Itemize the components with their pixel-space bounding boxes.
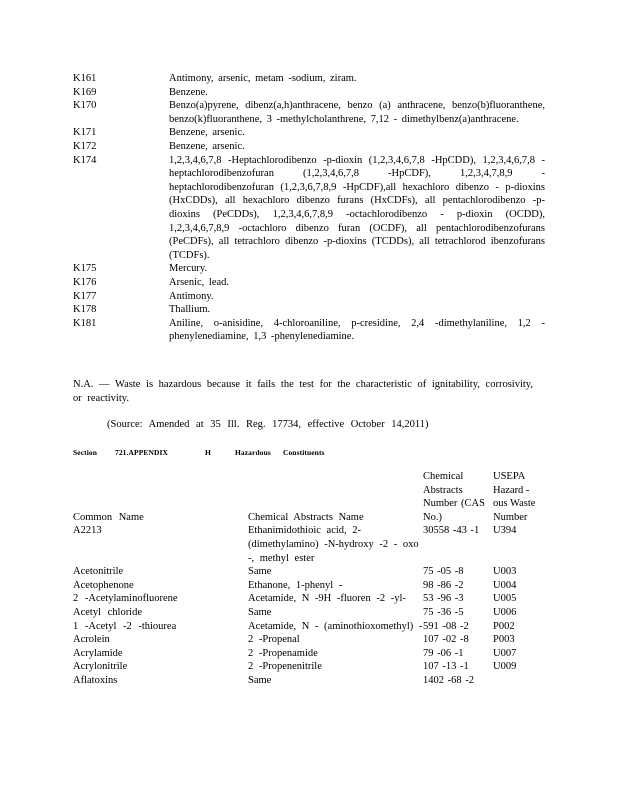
cas-number: 30558 -43 -1: [423, 525, 480, 537]
table-header: [73, 470, 545, 524]
cas-number: 107 -02 -8: [423, 634, 469, 646]
header-usepa-number: USEPA Hazard - ous Waste Number: [493, 471, 536, 523]
cas-number: 53 -96 -3: [423, 593, 464, 605]
chemical-name: Acetamide, N -9H -fluoren -2 -yl-: [248, 593, 406, 605]
waste-code-row: [73, 317, 545, 344]
waste-code: K181: [73, 317, 97, 329]
waste-code-row: [73, 72, 545, 86]
waste-code: K161: [73, 73, 97, 84]
table-row: [73, 592, 545, 606]
common-name: 1 -Acetyl -2 -thiourea: [73, 620, 177, 632]
usepa-number: P002: [493, 620, 515, 632]
waste-code: K172: [73, 140, 97, 152]
table-row: [73, 633, 545, 647]
usepa-number: U004: [493, 579, 517, 591]
cas-number: 75 -36 -5: [423, 606, 464, 618]
header-chemical-name: Chemical Abstracts Name: [248, 511, 364, 523]
waste-code: K178: [73, 304, 97, 316]
header-common-name: Common Name: [73, 511, 144, 523]
waste-code: K174: [73, 154, 97, 166]
waste-constituents: Benzene, arsenic.: [169, 127, 245, 139]
chemical-name: Same: [248, 606, 272, 618]
chemical-name: Acetamide, N - (aminothioxomethyl) -: [248, 620, 423, 632]
table-row: [73, 565, 545, 579]
waste-code: K169: [73, 86, 97, 98]
cas-number: 98 -86 -2: [423, 579, 464, 591]
cas-number: 79 -06 -1: [423, 647, 464, 659]
section-heading: [73, 446, 325, 460]
source-note: (Source: Amended at 35 Ill. Reg. 17734, effective October 14,2011): [107, 419, 429, 430]
constituents-table: [73, 470, 545, 688]
usepa-number: P003: [493, 634, 515, 646]
waste-constituents: 1,2,3,4,6,7,8 -Heptachlorodibenzo -p-dioxin (1,2,3,4,6,7,8 -HpCDD), 1,2,3,4,6,7,8 -heptachlorodibenzofuran (1,2,3,4,6,7,8 -HpCDF), 1,2,3,4,7,8,9 - heptachlorodibenzofuran (1,2,3,6,7,8,9 -HpCDF),all hexachloro dibenzo - p-dioxins (HxCDDs), all hexachloro dibenzo furans (HxCDFs), all pentachlorodibenzo -p-dioxins (PeCDDs), 1,2,3,4,6,7,8,9 -octachlorodibenzo - p-dioxin (OCDD), 1,2,3,4,6,7,8,9 -octachloro dibenzo furan (OCDF), all pentachlorodibenzofurans (PeCDFs), all tetrachloro dibenzo -p-dioxins (TCDDs), all tetrachlorod ibenzofurans (TCDFs).: [169, 154, 545, 261]
waste-constituents: Mercury.: [169, 263, 208, 275]
cas-number: 1402 -68 -2: [423, 674, 474, 686]
usepa-number: U394: [493, 525, 517, 537]
section-label: Section: [73, 448, 98, 457]
section-number: 721.APPENDIX: [114, 448, 169, 457]
chemical-name: 2 -Propenenitrile: [248, 661, 322, 673]
common-name: Acetyl chloride: [73, 606, 143, 618]
waste-code: K175: [73, 263, 97, 275]
waste-constituents: Arsenic, lead.: [169, 276, 230, 288]
common-name: A2213: [73, 525, 102, 537]
common-name: Acrylamide: [73, 647, 123, 659]
table-row: [73, 524, 545, 565]
waste-code-row: [73, 276, 545, 290]
chemical-name: Same: [248, 674, 272, 686]
cas-number: 75 -05 -8: [423, 566, 464, 578]
chemical-name: Ethanone, 1-phenyl -: [248, 579, 343, 591]
table-row: [73, 620, 545, 634]
usepa-number: U003: [493, 566, 517, 578]
common-name: Acetonitrile: [73, 566, 124, 578]
usepa-number: [493, 674, 545, 688]
na-note: N.A. — Waste is hazardous because it fails the test for the characteristic of ignitability, corrosivity, or reactivity.: [73, 379, 533, 404]
waste-constituents: Aniline, o-anisidine, 4-chloroaniline, p-cresidine, 2,4 -dimethylaniline, 1,2 -phenylenediamine, 1,3 -phenylenediamine.: [169, 317, 545, 343]
chemical-name: 2 -Propenal: [248, 634, 300, 646]
common-name: Acetophenone: [73, 579, 134, 591]
waste-code-row: [73, 99, 545, 126]
waste-code-table: [73, 72, 545, 344]
common-name: Aflatoxins: [73, 674, 118, 686]
waste-code-row: [73, 303, 545, 317]
table-row: [73, 674, 545, 688]
table-row: [73, 660, 545, 674]
waste-constituents: Thallium.: [169, 304, 211, 316]
waste-code-row: [73, 126, 545, 140]
waste-code-row: [73, 262, 545, 276]
cas-number: 591 -08 -2: [423, 620, 469, 632]
waste-constituents: Benzene, arsenic.: [169, 140, 245, 152]
table-row: [73, 579, 545, 593]
waste-code-row: [73, 154, 545, 263]
waste-constituents: Benzo(a)pyrene, dibenz(a,h)anthracene, benzo (a) anthracene, benzo(b)fluoranthene, benzo(k)fluoranthene, 3 -methylcholanthrene, 7,12 - dimethylbenz(a)anthracene.: [169, 100, 545, 125]
chemical-name: Ethanimidothioic acid, 2-(dimethylamino) -N-hydroxy -2 - oxo -, methyl ester: [248, 525, 419, 564]
common-name: Acrylonitrile: [73, 661, 128, 673]
common-name: 2 -Acetylaminofluorene: [73, 593, 178, 605]
waste-constituents: Antimony.: [169, 290, 214, 302]
appendix-letter: H: [204, 448, 211, 457]
waste-code: K170: [73, 100, 97, 112]
table-row: [73, 647, 545, 661]
waste-constituents: Antimony, arsenic, metam -sodium, ziram.: [169, 73, 357, 84]
chemical-name: 2 -Propenamide: [248, 647, 318, 659]
waste-code: K171: [73, 127, 97, 139]
waste-code-row: [73, 140, 545, 154]
waste-code: K176: [73, 276, 97, 288]
waste-constituents: Benzene.: [169, 86, 208, 98]
header-cas-number: Chemical Abstracts Number (CAS No.): [423, 471, 485, 523]
waste-code-row: [73, 290, 545, 304]
usepa-number: U009: [493, 661, 517, 673]
usepa-number: U005: [493, 593, 517, 605]
waste-code: K177: [73, 290, 97, 302]
common-name: Acrolein: [73, 634, 110, 646]
section-title-word: Constituents: [282, 448, 325, 457]
usepa-number: U007: [493, 647, 517, 659]
chemical-name: Same: [248, 566, 272, 578]
cas-number: 107 -13 -1: [423, 661, 469, 673]
table-row: [73, 606, 545, 620]
section-title-word: Hazardous: [234, 448, 271, 457]
usepa-number: U006: [493, 606, 517, 618]
waste-code-row: [73, 86, 545, 100]
